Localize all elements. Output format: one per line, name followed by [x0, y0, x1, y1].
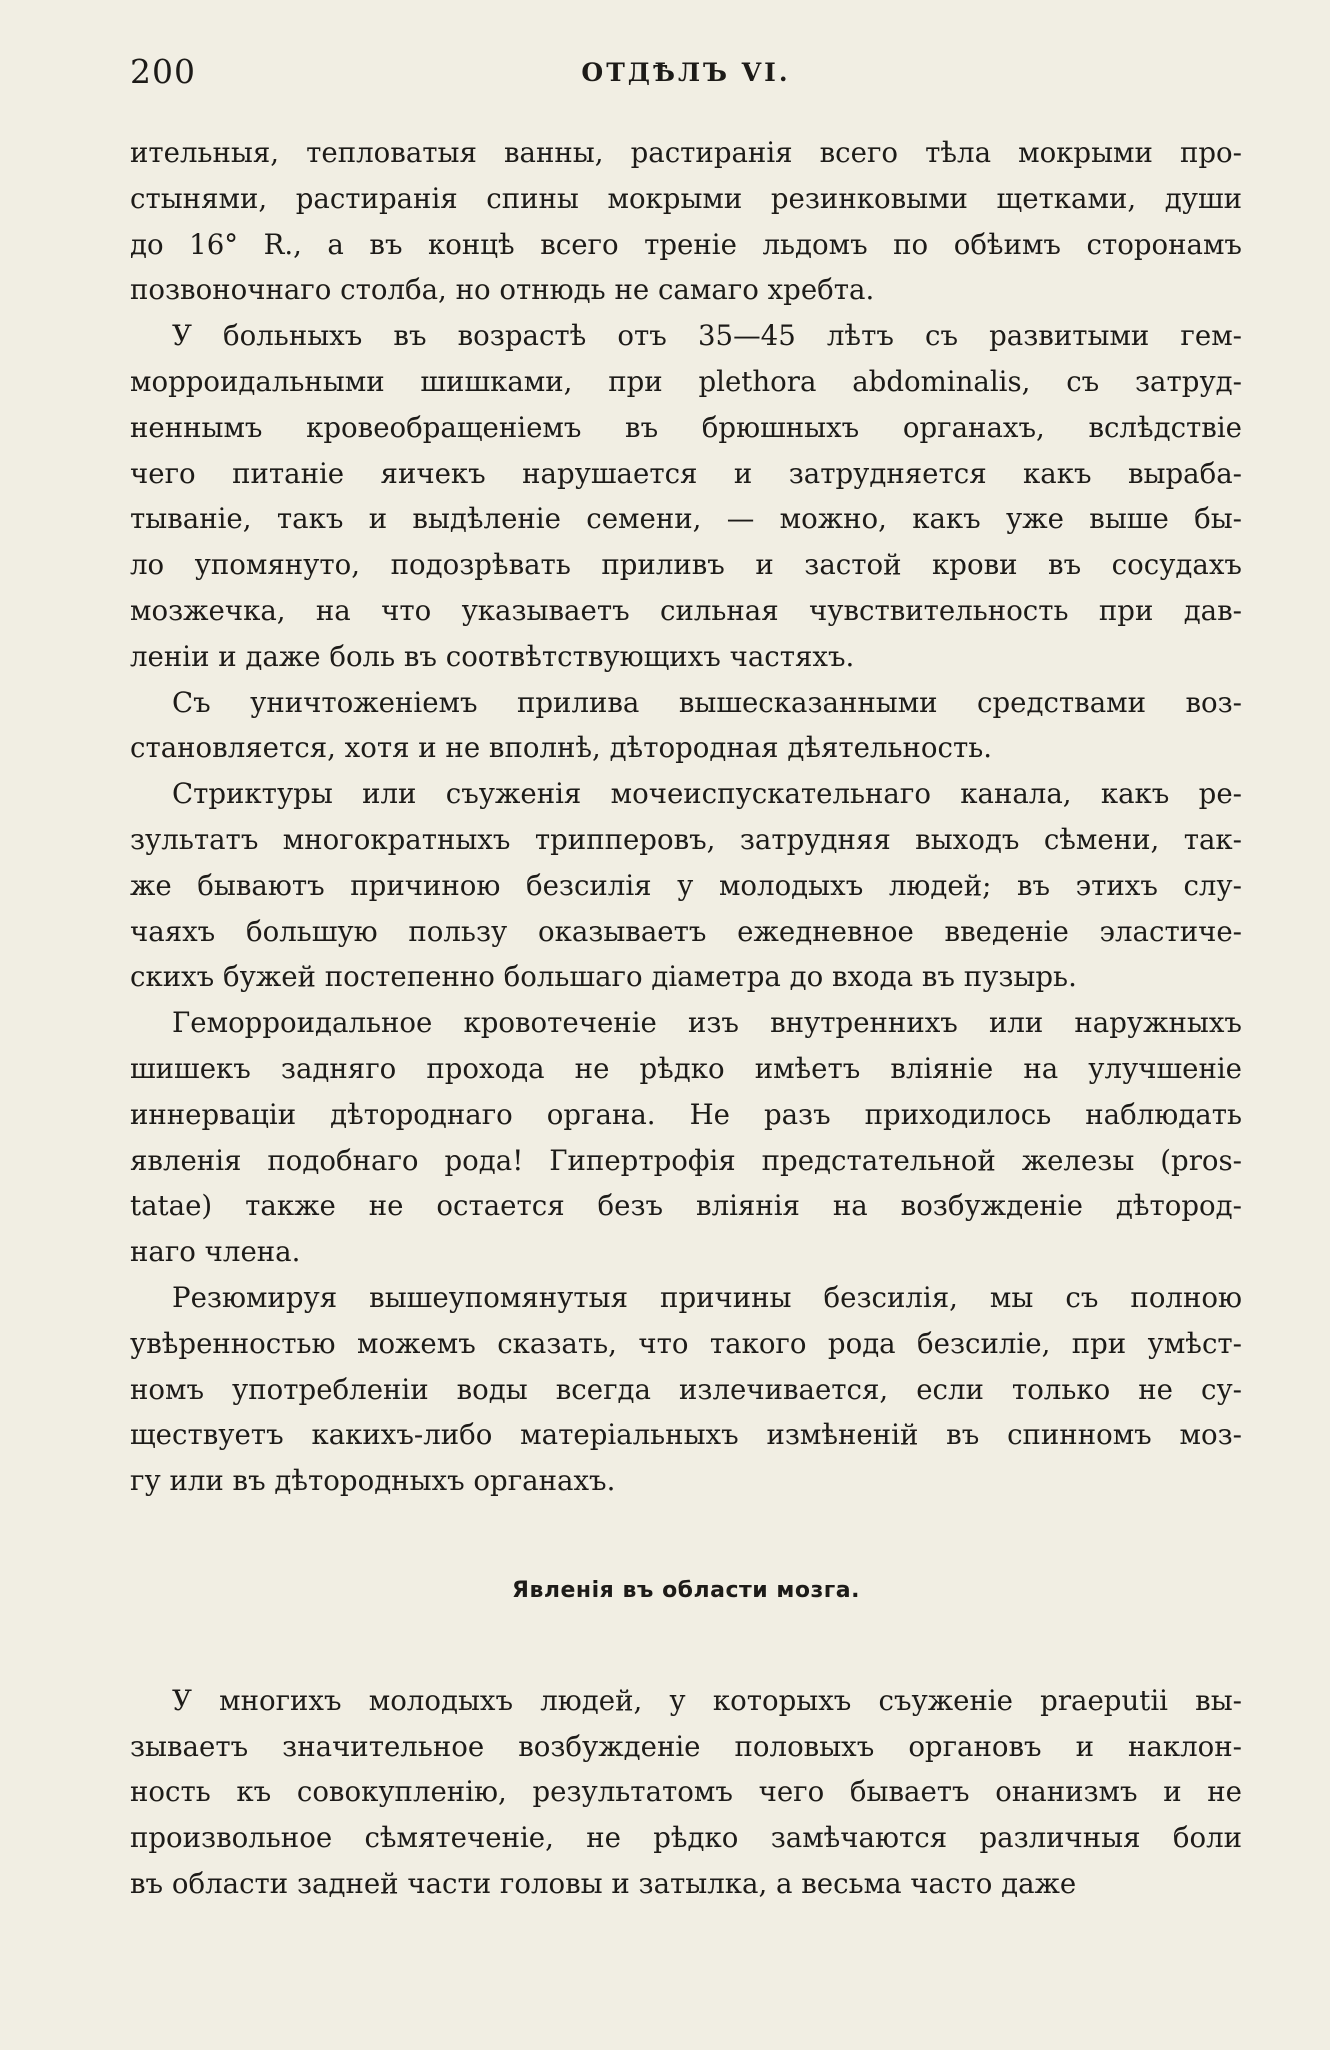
text-line: неннымъ кровеобращеніемъ въ брюшныхъ органахъ, вслѣдствіе — [130, 410, 1242, 444]
text-line: мозжечка, на что указываетъ сильная чувствительность при дав- — [130, 593, 1242, 627]
section-header: ОТДѢЛЪ VI. — [581, 58, 791, 87]
text-line: становляется, хотя и не вполнѣ, дѣтородная дѣятельность. — [130, 731, 993, 765]
paragraph — [130, 771, 1242, 1000]
text-line: наго члена. — [130, 1235, 301, 1269]
text-line: въ области задней части головы и затылка, а весьма часто даже — [130, 1866, 1077, 1900]
text-line: гу или въ дѣтородныхъ органахъ. — [130, 1464, 616, 1498]
paragraph — [130, 1275, 1242, 1504]
paragraph — [130, 130, 1242, 313]
text-line: тываніе, такъ и выдѣленіе семени, — можно, какъ уже выше бы- — [130, 502, 1242, 536]
text-line: иннервацiи дѣтороднаго органа. Не разъ приходилось наблюдать — [130, 1097, 1242, 1131]
text-line: морроидальными шишками, при plethora abdominalis, съ затруд- — [130, 364, 1242, 398]
text-line: произвольное сѣмятеченіе, не рѣдко замѣчаются различныя боли — [130, 1821, 1242, 1855]
running-head — [130, 52, 1242, 102]
body-text — [130, 130, 1242, 1907]
text-line: явленія подобнаго рода! Гипертрофія предстательной железы (pros- — [130, 1143, 1242, 1177]
text-line: Геморроидальное кровотеченіе изъ внутреннихъ или наружныхъ — [172, 1006, 1242, 1040]
text-line: ность къ совокупленію, результатомъ чего бываетъ онанизмъ и не — [130, 1775, 1242, 1809]
text-line: номъ употребленіи воды всегда излечивается, если только не су- — [130, 1372, 1242, 1406]
text-line: зультатъ многократныхъ трипперовъ, затрудняя выходъ сѣмени, так- — [130, 822, 1242, 856]
text-line: скихъ бужей постепенно большаго діаметра до входа въ пузырь. — [130, 960, 1077, 994]
text-line: зываетъ значительное возбужденіе половыхъ органовъ и наклон- — [130, 1729, 1242, 1763]
text-line: шишекъ задняго прохода не рѣдко имѣетъ вліяніе на улучшеніе — [130, 1051, 1242, 1085]
text-line: Съ уничтоженіемъ прилива вышесказанными средствами воз- — [172, 685, 1242, 719]
text-line: tatae) также не остается безъ вліянія на возбужденіе дѣтород- — [130, 1189, 1242, 1223]
text-line: леніи и даже боль въ соотвѣтствующихъ частяхъ. — [130, 639, 855, 673]
text-line: увѣренностью можемъ сказать, что такого рода безсиліе, при умѣст- — [130, 1326, 1242, 1360]
page-number: 200 — [130, 52, 196, 91]
text-line: ительныя, тепловатыя ванны, растиранія всего тѣла мокрыми про- — [130, 136, 1242, 169]
text-line: же бываютъ причиною безсилія у молодыхъ людей; въ этихъ слу- — [130, 868, 1242, 902]
text-line: Стриктуры или съуженія мочеиспускательнаго канала, какъ ре- — [172, 777, 1242, 811]
text-line: У многихъ молодыхъ людей, у которыхъ съуженіе praeputii вы- — [172, 1683, 1242, 1717]
text-line: У больныхъ въ возрастѣ отъ 35—45 лѣтъ съ развитыми гем- — [172, 319, 1242, 353]
paragraph — [130, 1678, 1242, 1907]
text-line: позвоночнаго столба, но отнюдь не самаго хребта. — [130, 273, 875, 307]
text-line: ло упомянуто, подозрѣвать приливъ и застой крови въ сосудахъ — [130, 548, 1242, 582]
text-line: Резюмируя вышеупомянутыя причины безсилія, мы съ полною — [172, 1280, 1242, 1314]
text-line: чего питаніе яичекъ нарушается и затрудняется какъ выраба- — [130, 456, 1242, 490]
text-line: чаяхъ большую пользу оказываетъ ежедневное введеніе эластиче- — [130, 914, 1242, 948]
paragraph — [130, 313, 1242, 679]
text-line: ществуетъ какихъ-либо матеріальныхъ измѣненій въ спинномъ моз- — [130, 1418, 1242, 1452]
text-line: до 16° R., а въ концѣ всего треніе льдомъ по обѣимъ сторонамъ — [130, 227, 1242, 261]
text-line: стынями, растиранія спины мокрыми резинковыми щетками, души — [130, 181, 1242, 215]
section-subheading: Явленія въ области мозга. — [512, 1577, 860, 1603]
paragraph — [130, 1000, 1242, 1275]
paragraph — [130, 680, 1242, 772]
